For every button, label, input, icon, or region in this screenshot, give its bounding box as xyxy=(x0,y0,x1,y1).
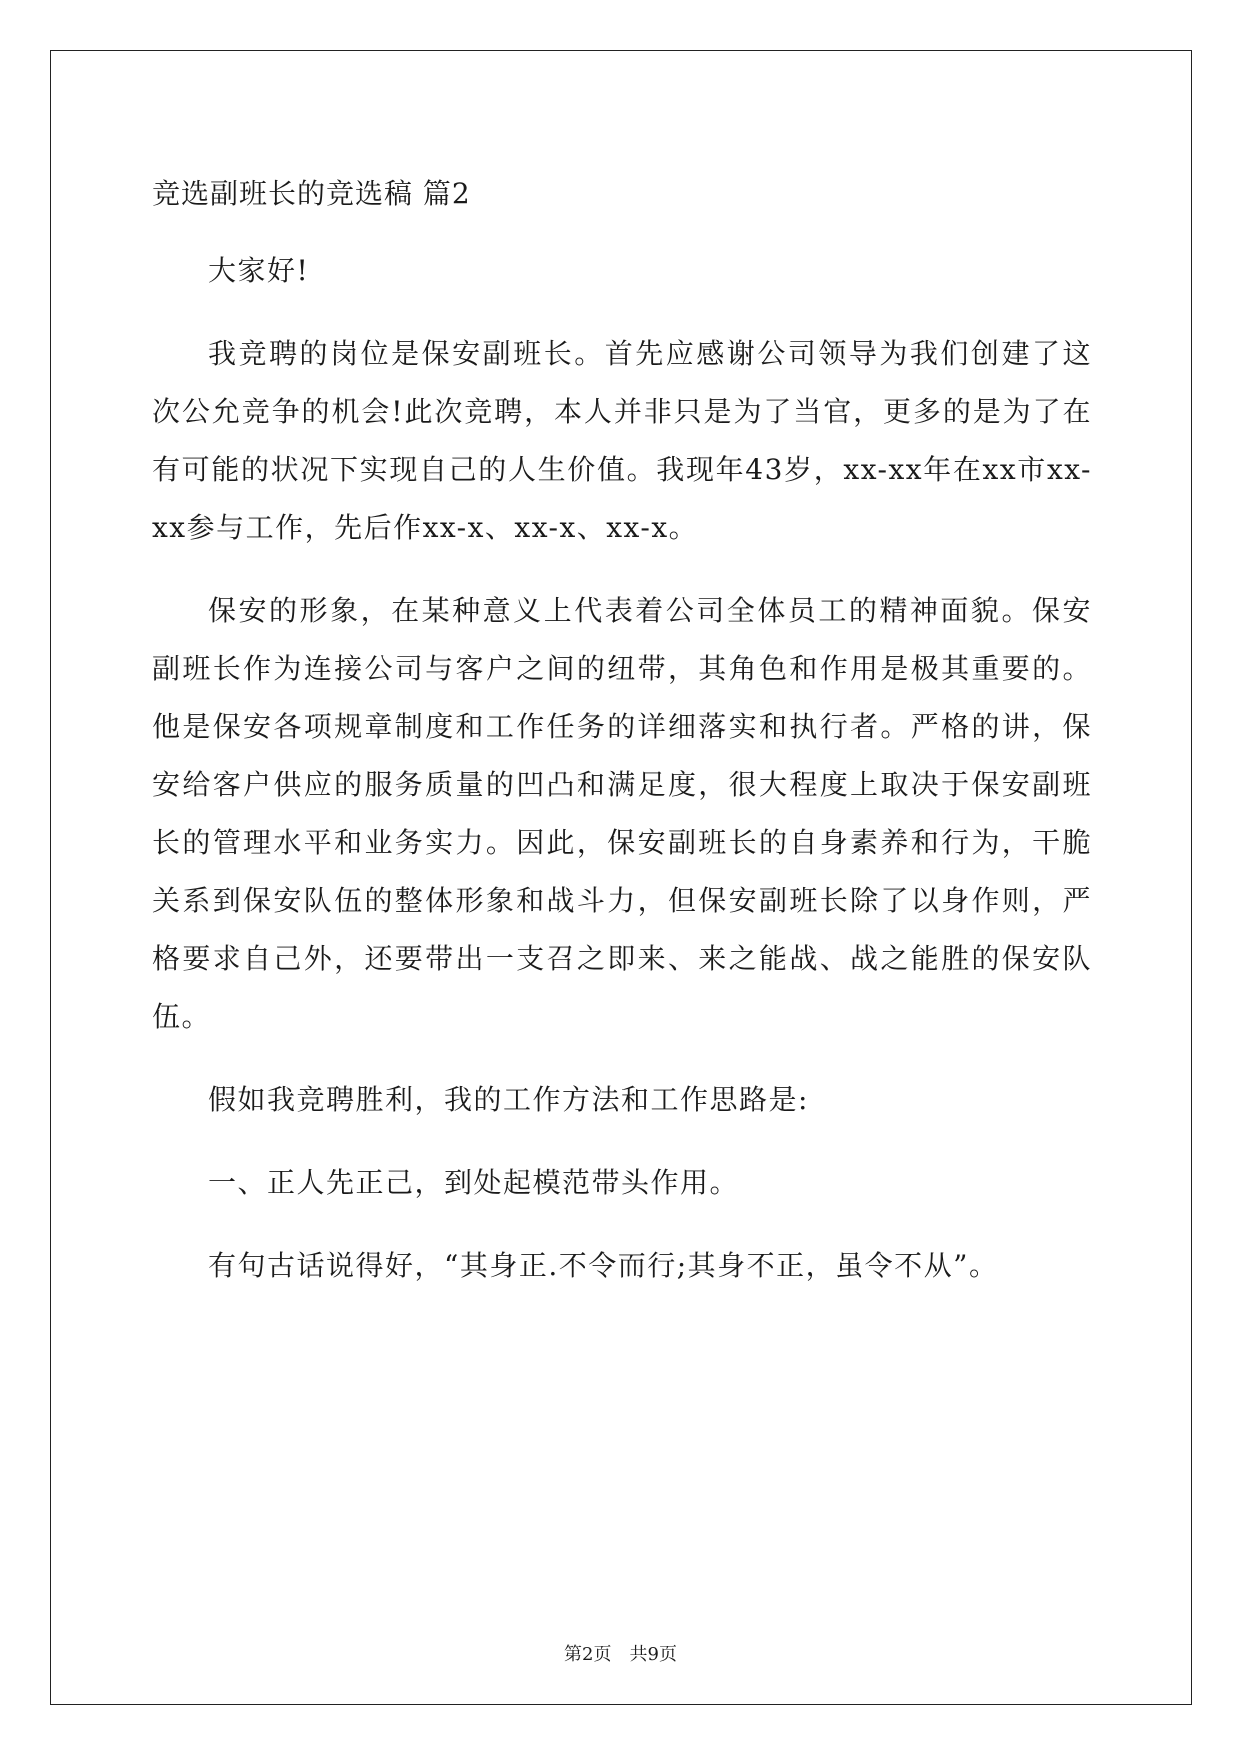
paragraph-point-one: 一、正人先正己，到处起模范带头作用。 xyxy=(208,1166,740,1199)
document-title: 竞选副班长的竞选稿 篇2 xyxy=(152,177,471,210)
page-number: 第2页 xyxy=(564,1644,612,1665)
paragraph-greeting: 大家好! xyxy=(208,254,310,287)
paragraph-proverb: 有句古话说得好，“其身正.不令而行;其身不正，虽令不从”。 xyxy=(208,1249,999,1282)
page-total: 共9页 xyxy=(629,1644,677,1665)
paragraph-role-importance: 保安的形象，在某种意义上代表着公司全体员工的精神面貌。保安副班长作为连接公司与客户之间的纽带，其角色和作用是极其重要的。他是保安各项规章制度和工作任务的详细落实和执行者。严格的讲，保安给客户供应的服务质量的凹凸和满足度，很大程度上取决于保安副班长的管理水平和业务实力。因此，保安副班长的自身素养和行为，干脆关系到保安队伍的整体形象和战斗力，但保安副班长除了以身作则，严格要求自己外，还要带出一支召之即来、来之能战、战之能胜的保安队伍。 xyxy=(152,594,1092,1033)
paragraph-introduction: 我竞聘的岗位是保安副班长。首先应感谢公司领导为我们创建了这次公允竞争的机会!此次竞聘，本人并非只是为了当官，更多的是为了在有可能的状况下实现自己的人生价值。我现年43岁，xx-xx年在xx市xx-xx参与工作，先后作xx-x、xx-x、xx-x。 xyxy=(152,337,1092,544)
page-footer xyxy=(0,1640,1241,1666)
document-body xyxy=(152,165,1092,1320)
paragraph-work-plan-intro: 假如我竞聘胜利，我的工作方法和工作思路是: xyxy=(208,1083,809,1116)
